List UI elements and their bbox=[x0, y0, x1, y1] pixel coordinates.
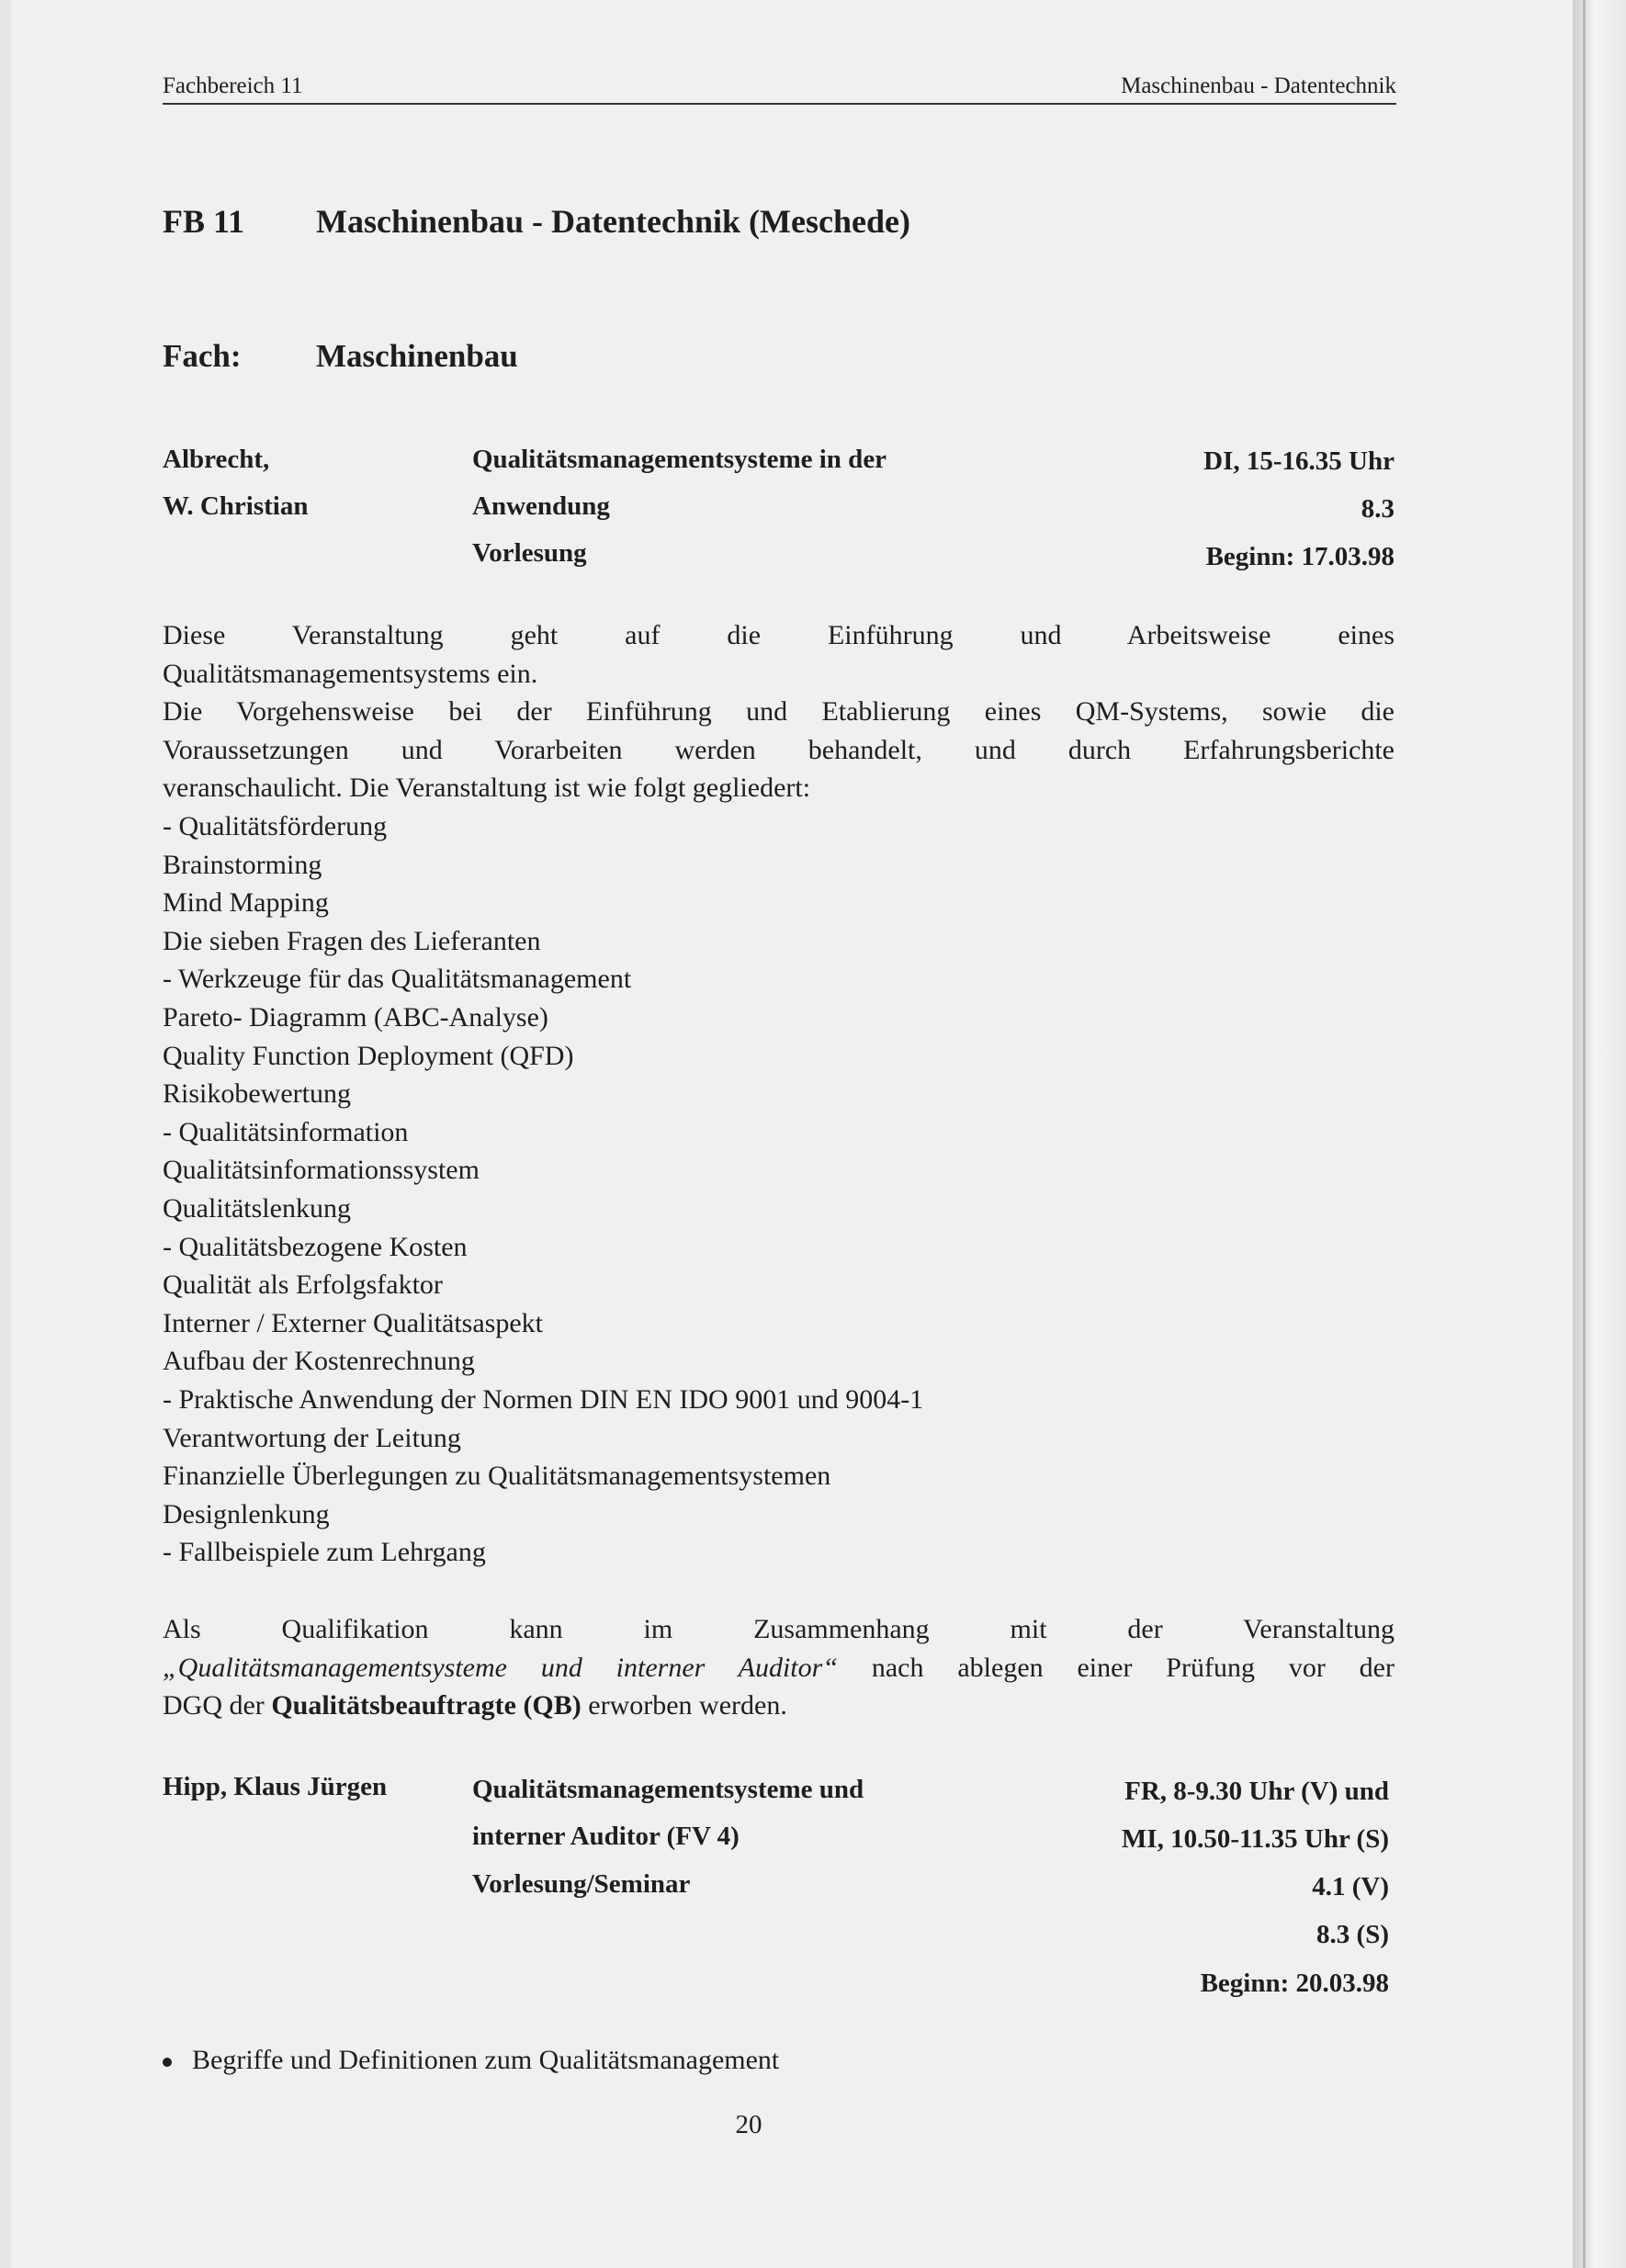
course2-title-line2: interner Auditor (FV 4) bbox=[472, 1822, 740, 1851]
outline-item: Finanzielle Überlegungen zu Qualitätsmanagementsystemen bbox=[163, 1461, 831, 1492]
qualification-degree: Qualitätsbeauftragte (QB) bbox=[271, 1690, 582, 1721]
qualification-line1: Als Qualifikation kann im Zusammenhang mit der Veranstaltung bbox=[163, 1614, 1395, 1644]
course1-room: 8.3 bbox=[1361, 494, 1395, 524]
course2-time-line1: FR, 8-9.30 Uhr (V) und bbox=[1124, 1777, 1389, 1806]
subject-label: Fach: bbox=[163, 338, 242, 374]
header-right: Maschinenbau - Datentechnik bbox=[1121, 73, 1396, 98]
course2-start: Beginn: 20.03.98 bbox=[1200, 1969, 1389, 1998]
course1-title-line2: Anwendung bbox=[472, 491, 610, 521]
course2-title-line1: Qualitätsmanagementsysteme und bbox=[472, 1775, 864, 1804]
course2-bullet-text: Begriffe und Definitionen zum Qualitätsmanagement bbox=[192, 2045, 780, 2075]
running-header bbox=[163, 72, 1396, 105]
outline-item: - Qualitätsinformation bbox=[163, 1116, 409, 1147]
outline-item: Brainstorming bbox=[163, 849, 322, 880]
qualification-line3 bbox=[163, 1687, 1395, 1725]
faculty-code: FB 11 bbox=[163, 203, 245, 240]
course1-time: DI, 15-16.35 Uhr bbox=[1203, 446, 1395, 476]
page-number: 20 bbox=[735, 2110, 762, 2139]
outline-item: - Werkzeuge für das Qualitätsmanagement bbox=[163, 964, 632, 995]
outline-item: Qualität als Erfolgsfaktor bbox=[163, 1269, 443, 1301]
description-line: Voraussetzungen und Vorarbeiten werden behandelt, und durch Erfahrungsberichte bbox=[163, 734, 1395, 765]
course2-room-line2: 8.3 (S) bbox=[1316, 1920, 1389, 1949]
outline-item: - Praktische Anwendung der Normen DIN EN IDO 9001 und 9004-1 bbox=[163, 1383, 924, 1415]
course1-description bbox=[163, 616, 1395, 807]
outline-item: Risikobewertung bbox=[163, 1078, 351, 1110]
outline-item: Die sieben Fragen des Lieferanten bbox=[163, 925, 541, 956]
qualification-line3-pre: DGQ der bbox=[163, 1690, 265, 1721]
description-line: Die Vorgehensweise bei der Einführung und Etablierung eines QM-Systems, sowie die bbox=[163, 696, 1395, 728]
book-binding bbox=[1573, 0, 1626, 2268]
course1-title-line1: Qualitätsmanagementsysteme in der bbox=[472, 445, 887, 474]
outline-item: Verantwortung der Leitung bbox=[163, 1422, 461, 1453]
course1-lecturer-line1: Albrecht, bbox=[163, 445, 270, 474]
course2-time-line2: MI, 10.50-11.35 Uhr (S) bbox=[1121, 1824, 1389, 1854]
course1-qualification bbox=[163, 1610, 1395, 1725]
qualification-line3-post: erworben werden. bbox=[588, 1690, 787, 1721]
outline-item: - Qualitätsförderung bbox=[163, 811, 388, 841]
bullet-icon bbox=[163, 2058, 172, 2067]
description-line: Qualitätsmanagementsystems ein. bbox=[163, 658, 538, 689]
course2-bullet-item bbox=[163, 2041, 779, 2080]
description-line: veranschaulicht. Die Veranstaltung ist wie folgt gegliedert: bbox=[163, 773, 811, 804]
faculty-title: Maschinenbau - Datentechnik (Meschede) bbox=[316, 203, 910, 240]
outline-item: Designlenkung bbox=[163, 1498, 330, 1529]
course2-room-line1: 4.1 (V) bbox=[1312, 1872, 1389, 1901]
qualification-line2 bbox=[163, 1649, 1395, 1687]
outline-item: Qualitätslenkung bbox=[163, 1192, 351, 1224]
outline-item: Qualitätsinformationssystem bbox=[163, 1155, 480, 1186]
description-line: Diese Veranstaltung geht auf die Einführung und Arbeitsweise eines bbox=[163, 620, 1395, 650]
course2-type: Vorlesung/Seminar bbox=[472, 1869, 691, 1899]
course2-lecturer: Hipp, Klaus Jürgen bbox=[163, 1772, 388, 1801]
outline-item: Aufbau der Kostenrechnung bbox=[163, 1346, 475, 1377]
outline-item: Quality Function Deployment (QFD) bbox=[163, 1040, 574, 1071]
qualification-line2-rest: nach ablegen einer Prüfung vor der bbox=[871, 1652, 1395, 1683]
outline-item: Pareto- Diagramm (ABC-Analyse) bbox=[163, 1001, 548, 1032]
course1-type: Vorlesung bbox=[472, 538, 587, 568]
subject-value: Maschinenbau bbox=[316, 338, 518, 374]
outline-item: Interner / Externer Qualitätsaspekt bbox=[163, 1307, 543, 1338]
course1-lecturer-line2: W. Christian bbox=[163, 491, 309, 521]
course1-start: Beginn: 17.03.98 bbox=[1205, 542, 1395, 571]
binding-edge bbox=[1583, 0, 1586, 2268]
header-left: Fachbereich 11 bbox=[163, 73, 303, 98]
qualification-course-title: „Qualitätsmanagementsysteme und interner Auditor“ bbox=[163, 1652, 838, 1683]
outline-item: Mind Mapping bbox=[163, 887, 329, 919]
outline-item: - Qualitätsbezogene Kosten bbox=[163, 1231, 468, 1262]
course1-outline bbox=[163, 807, 1395, 1572]
outline-item: - Fallbeispiele zum Lehrgang bbox=[163, 1537, 486, 1568]
